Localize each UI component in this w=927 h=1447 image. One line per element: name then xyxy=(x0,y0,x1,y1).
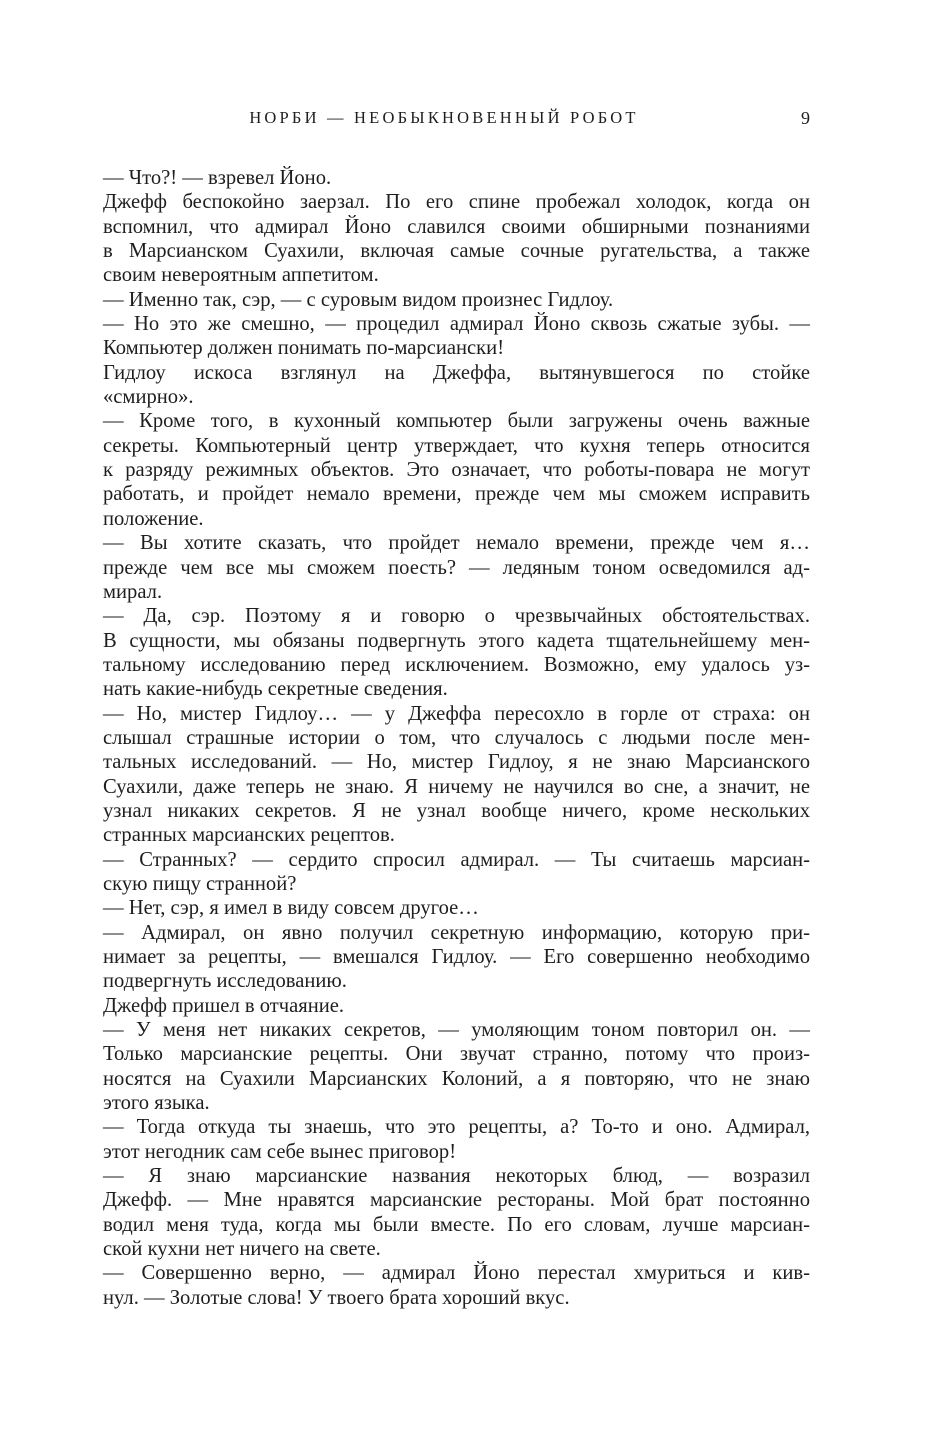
text-line: — Но, мистер Гидлоу… — у Джеффа пересохло в горле от страха: он xyxy=(103,702,810,725)
paragraph xyxy=(78,1164,810,1261)
text-line: — Да, сэр. Поэтому я и говорю о чрезвычайных обстоятельствах. xyxy=(103,605,810,628)
text-line: Суахили, даже теперь не знаю. Я ничему не научился во сне, а значит, не xyxy=(103,775,810,798)
text-line: секреты. Компьютерный центр утверждает, что кухня теперь относится xyxy=(103,434,810,457)
paragraph xyxy=(78,288,810,312)
text-line: своим невероятным аппетитом. xyxy=(103,264,379,287)
text-line: — Странных? — сердито спросил адмирал. — Ты считаешь марсиан- xyxy=(103,848,810,871)
body-text xyxy=(78,166,810,1310)
running-head xyxy=(78,104,810,134)
page-number: 9 xyxy=(801,108,810,128)
text-line: — Я знаю марсианские названия некоторых блюд, — возразил xyxy=(103,1165,810,1188)
text-line: вспомнил, что адмирал Йоно славился своими обширными познаниями xyxy=(103,215,810,238)
text-line: нимает за рецепты, — вмешался Гидлоу. — Его совершенно необходимо xyxy=(103,946,810,968)
text-line: узнал никаких секретов. Я не узнал вообще ничего, кроме нескольких xyxy=(103,799,810,822)
text-line: — Именно так, сэр, — с суровым видом произнес Гидлоу. xyxy=(103,288,614,311)
text-line: в Марсианском Суахили, включая самые сочные ругательства, а также xyxy=(103,240,810,263)
paragraph xyxy=(78,994,810,1018)
paragraph xyxy=(78,1018,810,1115)
text-line: — Что?! — взревел Йоно. xyxy=(103,167,332,189)
text-line: Только марсианские рецепты. Они звучат странно, потому что произ- xyxy=(103,1043,810,1066)
paragraph xyxy=(78,166,810,190)
paragraph xyxy=(78,702,810,848)
text-line: к разряду режимных объектов. Это означает, что роботы-повара не могут xyxy=(103,459,810,482)
text-line: водил меня туда, когда мы были вместе. По его словам, лучше марсиан- xyxy=(103,1213,810,1236)
text-line: — Вы хотите сказать, что пройдет немало времени, прежде чем я… xyxy=(103,532,810,555)
paragraph xyxy=(78,312,810,361)
running-title: НОРБИ — НЕОБЫКНОВЕННЫЙ РОБОТ xyxy=(249,108,639,127)
text-line: В сущности, мы обязаны подвергнуть этого кадета тщательнейшему мен- xyxy=(103,629,810,652)
text-line: Джефф пришел в отчаяние. xyxy=(103,994,345,1017)
paragraph xyxy=(78,409,810,531)
text-line: нать какие-нибудь секретные сведения. xyxy=(103,678,448,701)
paragraph xyxy=(78,1261,810,1310)
paragraph xyxy=(78,896,810,920)
text-line: подвергнуть исследованию. xyxy=(103,970,347,993)
text-line: положение. xyxy=(103,507,204,530)
text-line: — У меня нет никаких секретов, — умоляющим тоном повторил он. — xyxy=(103,1019,810,1042)
text-line: странных марсианских рецептов. xyxy=(103,824,395,847)
text-line: — Адмирал, он явно получил секретную информацию, которую при- xyxy=(103,921,810,944)
text-line: — Но это же смешно, — процедил адмирал Йоно сквозь сжатые зубы. — xyxy=(103,313,810,336)
text-line: ской кухни нет ничего на свете. xyxy=(103,1238,381,1261)
text-line: скую пищу странной? xyxy=(103,872,297,895)
text-line: Гидлоу искоса взглянул на Джеффа, вытянувшегося по стойке xyxy=(103,361,810,384)
paragraph xyxy=(78,361,810,410)
text-line: этот негодник сам себе вынес приговор! xyxy=(103,1140,457,1163)
paragraph xyxy=(78,531,810,604)
text-line: тальных исследований. — Но, мистер Гидлоу, я не знаю Марсианского xyxy=(103,751,810,774)
text-line: — Нет, сэр, я имел в виду совсем другое… xyxy=(103,897,479,920)
text-line: мирал. xyxy=(103,580,163,603)
text-line: прежде чем все мы сможем поесть? — ледяным тоном осведомился ад- xyxy=(103,556,810,579)
text-line: Джефф беспокойно заерзал. По его спине пробежал холодок, когда он xyxy=(103,191,810,214)
text-line: «смирно». xyxy=(103,386,194,409)
text-line: — Кроме того, в кухонный компьютер были загружены очень важные xyxy=(103,410,810,433)
paragraph xyxy=(78,1115,810,1164)
text-line: работать, и пройдет немало времени, прежде чем мы сможем исправить xyxy=(103,483,810,506)
paragraph xyxy=(78,604,810,701)
text-line: — Тогда откуда ты знаешь, что это рецепты, а? То-то и оно. Адмирал, xyxy=(103,1116,810,1139)
text-line: этого языка. xyxy=(103,1092,210,1115)
text-line: Джефф. — Мне нравятся марсианские рестораны. Мой брат постоянно xyxy=(103,1189,810,1212)
text-line: тальному исследованию перед исключением. Возможно, ему удалось уз- xyxy=(103,653,810,676)
paragraph xyxy=(78,190,810,287)
paragraph xyxy=(78,848,810,897)
paragraph xyxy=(78,921,810,994)
text-line: нул. — Золотые слова! У твоего брата хороший вкус. xyxy=(103,1286,570,1309)
text-line: слышал страшные истории о том, что случалось с людьми после мен- xyxy=(103,726,810,749)
text-line: носятся на Суахили Марсианских Колоний, а я повторяю, что не знаю xyxy=(103,1067,810,1090)
text-line: Компьютер должен понимать по-марсиански! xyxy=(103,337,505,360)
text-line: — Совершенно верно, — адмирал Йоно перестал хмуриться и кив- xyxy=(103,1262,810,1285)
